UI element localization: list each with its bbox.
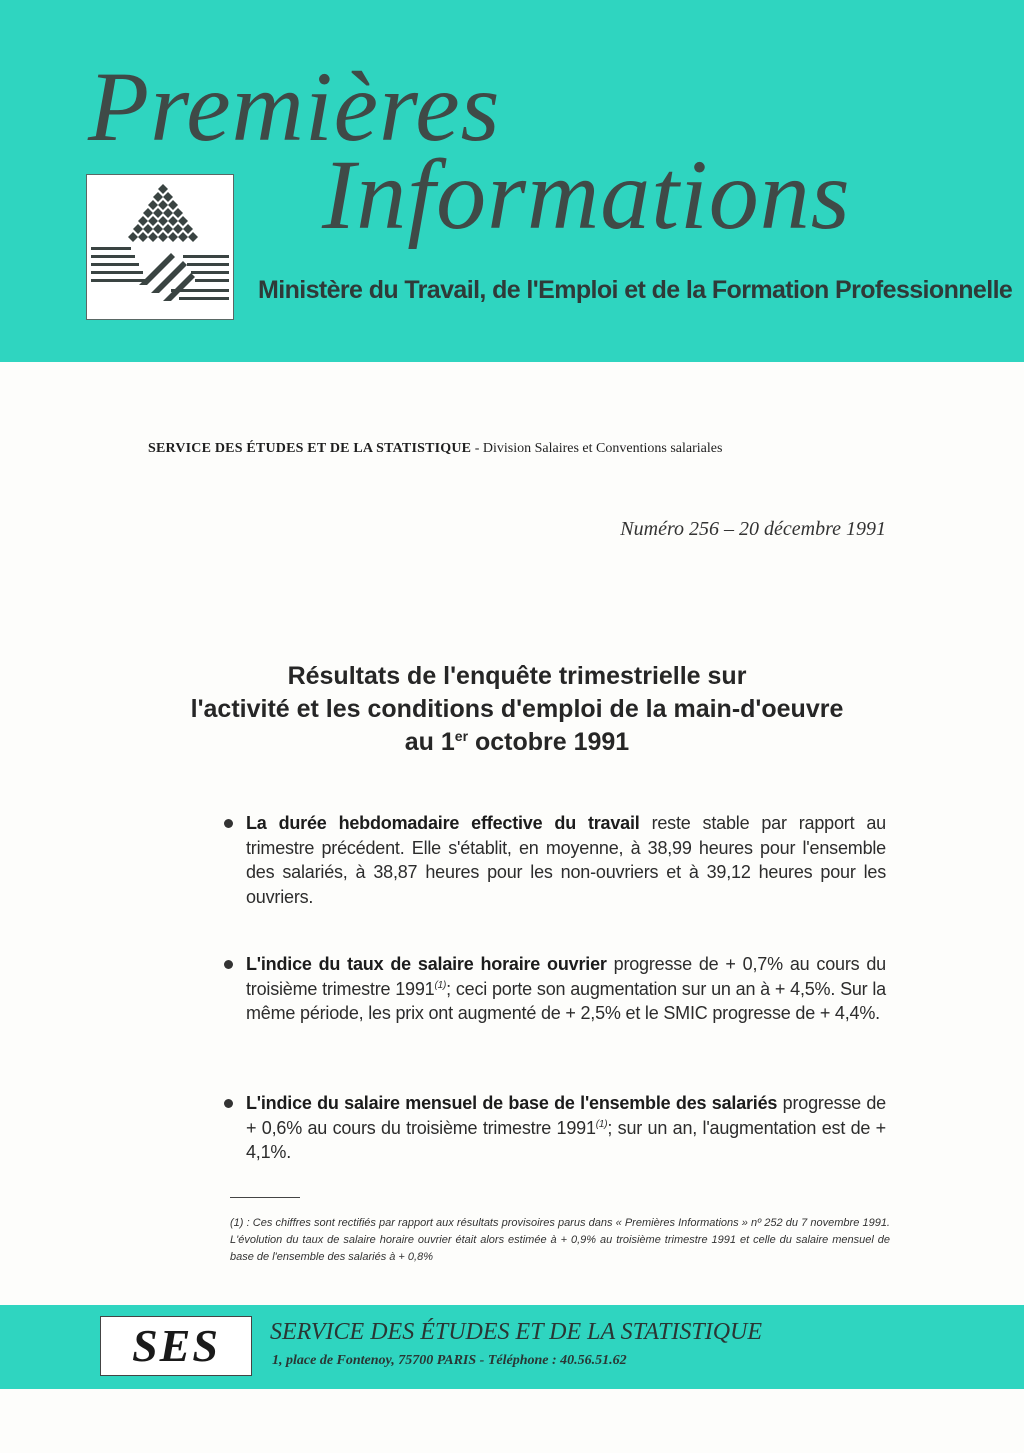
logo-diamond (158, 184, 168, 194)
bullet-dot-icon (224, 819, 233, 828)
logo-diamond (163, 208, 173, 218)
main-title-line3 (130, 726, 904, 759)
logo-diamond (138, 216, 148, 226)
logo-diamond (158, 216, 168, 226)
bullet-text: progresse de + 0,6% au cours du troisième trimestre 1991 (246, 1093, 886, 1138)
logo-diamond (133, 224, 143, 234)
logo-diamond (188, 232, 198, 242)
logo-diamond (163, 192, 173, 202)
footer-address: 1, place de Fontenoy, 75700 PARIS - Téléphone : 40.56.51.62 (272, 1353, 627, 1368)
logo-diamond (178, 232, 188, 242)
footnote-divider (230, 1197, 300, 1198)
logo-diamond (143, 224, 153, 234)
bullet-heading: La durée hebdomadaire effective du travail (246, 813, 640, 833)
main-title (130, 660, 904, 759)
logo-diamond (158, 232, 168, 242)
logo-diamond (183, 224, 193, 234)
footnote-mark: (1) (595, 1118, 608, 1130)
main-title-superscript: er (454, 728, 469, 744)
bullet-text: reste stable par rapport au trimestre précédent. Elle s'établit, en moyenne, à 38,99 heures pour l'ensemble des salariés, à 38,87 heures pour les non-ouvriers et à 39,12 heures pour les ouvriers. (246, 813, 886, 907)
logo-diamond (158, 200, 168, 210)
ses-logo-text: SES (132, 1320, 220, 1371)
main-title-line2: l'activité et les conditions d'emploi de la main-d'oeuvre (190, 695, 844, 723)
logo-diamond (168, 216, 178, 226)
bullet-heading: L'indice du salaire mensuel de base de l'ensemble des salariés (246, 1093, 778, 1113)
bullet-text: ; sur un an, l'augmentation est de + 4,1%. (246, 1117, 886, 1162)
bullet-hourly-wage (246, 952, 886, 1026)
main-title-line3-prefix: au 1 (404, 728, 455, 756)
logo-diamond (168, 232, 178, 242)
main-title-line1: Résultats de l'enquête trimestrielle sur (287, 662, 747, 690)
bullet-text: ; ceci porte son augmentation sur un an à + 4,5%. Sur la même période, les prix ont augmenté de + 2,5% et le SMIC progresse de + 4,4%. (246, 978, 886, 1023)
bullet-text: progresse de + 0,7% au cours du troisième trimestre 1991 (246, 954, 886, 999)
logo-diamond (153, 224, 163, 234)
logo-diamond (148, 200, 158, 210)
service-division-line (148, 436, 886, 462)
logo-diamond (148, 216, 158, 226)
footnote-mark: (1) (434, 979, 447, 991)
division-name: Division Salaires et Conventions salariales (482, 441, 723, 456)
masthead-title-line1: Premières (88, 51, 501, 162)
logo-diamond (173, 208, 183, 218)
bullet-working-hours (246, 811, 886, 909)
bullet-dot-icon (224, 960, 233, 969)
logo-diamond (163, 224, 173, 234)
logo-diamond (173, 224, 183, 234)
stacked-diamond-grid-icon (87, 175, 233, 319)
bullet-dot-icon (224, 1099, 233, 1108)
logo-diamond (178, 216, 188, 226)
logo-diamond (153, 208, 163, 218)
masthead-title-line2: Informations (322, 139, 851, 250)
logo-diamond (168, 200, 178, 210)
logo-diamond (143, 208, 153, 218)
service-separator: - (471, 441, 483, 456)
logo-diamond (138, 232, 148, 242)
bullet-heading: L'indice du taux de salaire horaire ouvrier (246, 954, 607, 974)
ministry-name: Ministère du Travail, de l'Emploi et de la Formation Professionnelle (258, 276, 1013, 304)
logo-diamond (148, 232, 158, 242)
service-name: SERVICE DES ÉTUDES ET DE LA STATISTIQUE (148, 441, 472, 456)
logo-diamond (153, 192, 163, 202)
footer-service-name: SERVICE DES ÉTUDES ET DE LA STATISTIQUE (270, 1319, 763, 1345)
ministry-logo (86, 174, 234, 320)
issue-number-date: Numéro 256 – 20 décembre 1991 (620, 518, 886, 540)
main-title-line3-suffix: octobre 1991 (468, 728, 630, 756)
bullet-monthly-salary (246, 1091, 886, 1165)
footnote: (1) : Ces chiffres sont rectifiés par rapport aux résultats provisoires parus dans « Premières Informations » nº 252 du 7 novembre 1991. L'évolution du taux de salaire horaire ouvrier était alors estimée à + 0,9% au troisième trimestre 1991 et celle du salaire mensuel de base de l'ensemble des salariés à + 0,8% (230, 1217, 890, 1263)
logo-diamond (128, 232, 138, 242)
ses-logo (100, 1316, 252, 1376)
